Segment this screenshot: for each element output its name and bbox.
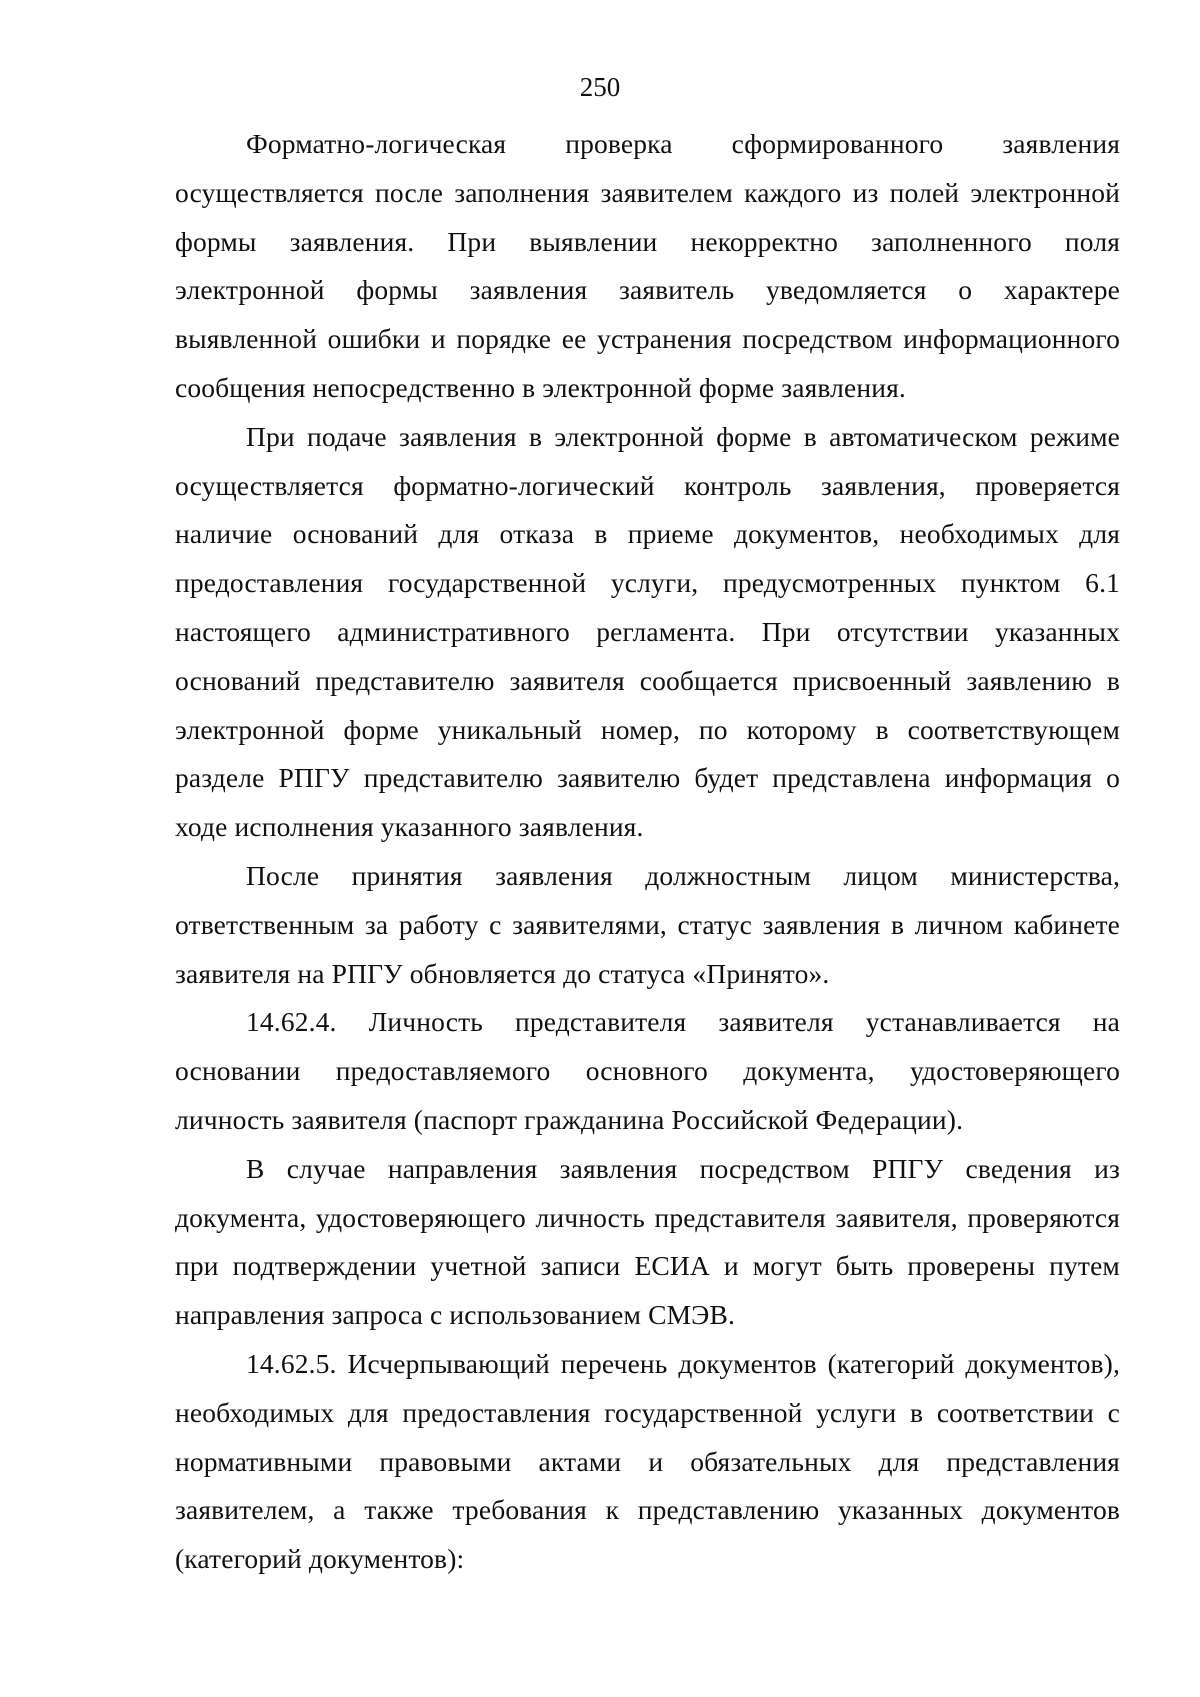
document-body <box>175 120 1120 1584</box>
paragraph-14-62-4-identity: 14.62.4. Личность представителя заявителя устанавливается на основании предоставляемого основного документа, удостоверяющего личность заявителя (паспорт гражданина Российской Федерации). <box>175 1006 1120 1135</box>
paragraph-status-accepted: После принятия заявления должностным лицом министерства, ответственным за работу с заявителями, статус заявления в личном кабинете заявителя на РПГУ обновляется до статуса «Принято». <box>175 859 1120 989</box>
paragraph-format-check: Форматно-логическая проверка сформированного заявления осуществляется после заполнения заявителем каждого из полей электронной формы заявления. При выявлении некорректно заполненного поля электронной формы заявления заявитель уведомляется о характере выявленной ошибки и порядке ее устранения посредством информационного сообщения непосредственно в электронной форме заявления. <box>175 128 1120 403</box>
paragraph-electronic-submission: При подаче заявления в электронной форме в автоматическом режиме осуществляется форматно-логический контроль заявления, проверяется наличие оснований для отказа в приеме документов, необходимых для предоставления государственной услуги, предусмотренных пунктом 6.1 настоящего административного регламента. При отсутствии указанных оснований представителю заявителя сообщается присвоенный заявлению в электронной форме уникальный номер, по которому в соответствующем разделе РПГУ представителю заявителю будет представлена информация о ходе исполнения указанного заявления. <box>175 420 1120 843</box>
page-number: 250 <box>579 72 621 102</box>
paragraph-14-62-5-document-list: 14.62.5. Исчерпывающий перечень документов (категорий документов), необходимых для предоставления государственной услуги в соответствии с нормативными правовыми актами и обязательных для представления заявителем, а также требования к представлению указанных документов (категорий документов): <box>175 1347 1120 1575</box>
paragraph-rpgu-verification: В случае направления заявления посредством РПГУ сведения из документа, удостоверяющего личность представителя заявителя, проверяются при подтверждении учетной записи ЕСИА и могут быть проверены путем направления запроса с использованием СМЭВ. <box>175 1152 1120 1331</box>
